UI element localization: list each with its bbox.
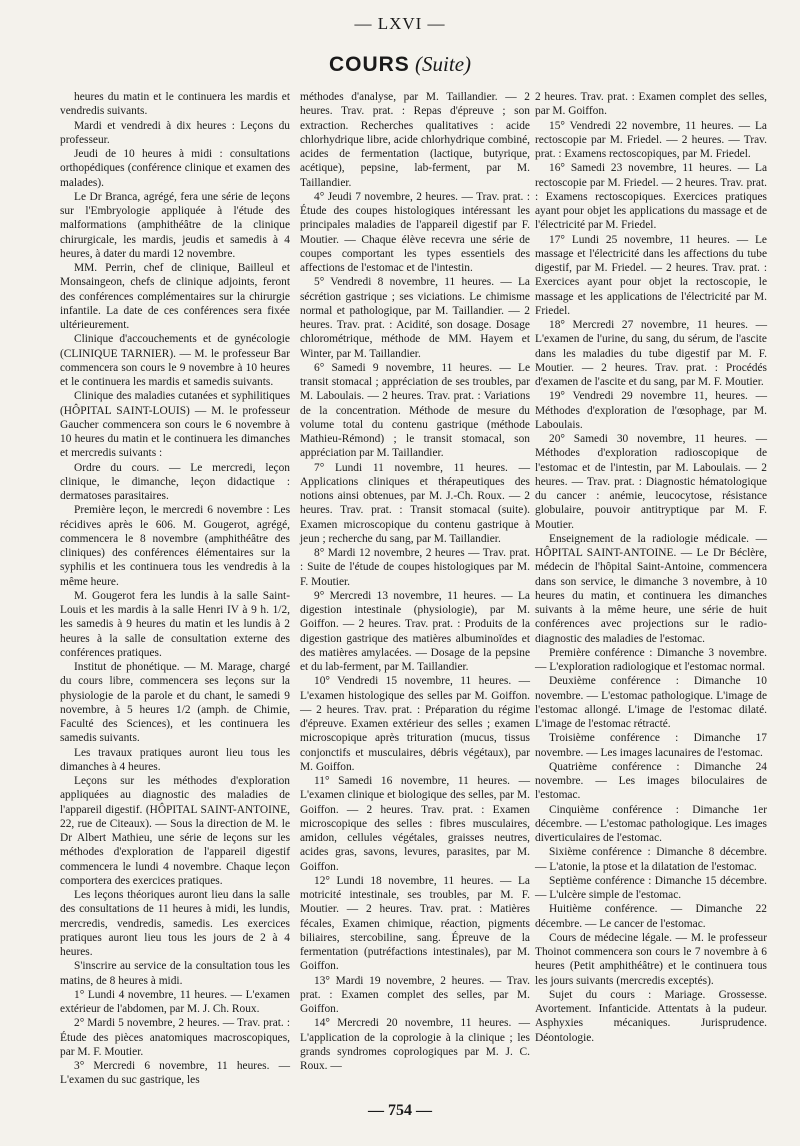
title-main: COURS [328, 53, 410, 76]
paragraph: 2 heures. Trav. prat. : Examen complet des selles, par M. Goiffon. [535, 91, 767, 118]
paragraph: Leçons sur les méthodes d'exploration appliquées au diagnostic des maladies de l'appareil digestif. (HÔPITAL SAINT-ANTOINE, 22, rue de Citeaux). — Sous la direction de M. le Dr Albert Mathieu, une série de leçons sur les méthodes d'exploration de l'appareil digestif commencera le lundi 4 novembre. Chaque leçon comportera des exercices pratiques. [60, 775, 290, 887]
paragraph: Sixième conférence : Dimanche 8 décembre. — L'atonie, la ptose et la dilatation de l'estomac. [535, 846, 767, 873]
paragraph: 19° Vendredi 29 novembre 11, heures. — Méthodes d'exploration de l'œsophage, par M. Laboulais. [535, 390, 767, 431]
paragraph: 16° Samedi 23 novembre, 11 heures. — La rectoscopie par M. Friedel. — 2 heures. Trav. prat. : Examens rectoscopiques. Exercices pratiques ayant pour objet les applications du massage et de l'électricité par M. Friedel. [535, 162, 767, 232]
paragraph: Cinquième conférence : Dimanche 1er décembre. — L'estomac pathologique. Les images diverticulaires de l'estomac. [535, 803, 767, 844]
paragraph: 20° Samedi 30 novembre, 11 heures. — Méthodes d'exploration radioscopique de l'estomac et de l'intestin, par M. Laboulais. — 2 heures. — Trav. prat. : Diagnostic hématologique du cancer : anémie, leucocytose, résistance globulaire, pouvoir antitryptique par M. F. Moutier. [535, 433, 767, 531]
page-number: — 754 — [368, 1102, 432, 1119]
paragraph: Clinique des maladies cutanées et syphilitiques (HÔPITAL SAINT-LOUIS) — M. le professeur Gaucher commencera son cours le 6 novembre à 10 heures du matin et le continuera les dimanches et mercredis suivants : [60, 390, 290, 460]
title-suffix: (Suite) [415, 52, 472, 76]
paragraph: Première conférence : Dimanche 3 novembre. — L'exploration radiologique et l'estomac normal. [535, 646, 767, 673]
paragraph: Les leçons théoriques auront lieu dans la salle des consultations de 11 heures à midi, les lundis, mercredis, vendredis, samedis. Les exercices pratiques auront lieu tous les jours de 2 à 4 heures. [60, 889, 290, 958]
paragraph: 6° Samedi 9 novembre, 11 heures. — Le transit stomacal ; appréciation de ses troubles, par M. Laboulais. — 2 heures. Trav. prat. : Variations de la concentration. Méthode de mesure du volume total du contenu gastrique (méthode Mathieu-Rémond) ; le transit stomacal, son appréciation par M. Taillandier. [300, 361, 530, 460]
paragraph: Clinique d'accouchements et de gynécologie (CLINIQUE TARNIER). — M. le professeur Bar commencera son cours le 9 novembre à 10 heures et le continuera les mardis et samedis suivants. [60, 333, 290, 388]
paragraph: méthodes d'analyse, par M. Taillandier. — 2 heures. Trav. prat. : Repas d'épreuve ; son extraction. Recherches qualitatives : acide chlorhydrique libre, acide chlorhydrique combiné, acides de fermentation (lactique, butyrique, acétique), pepsine, lab-ferment, par M. Taillandier. [300, 91, 530, 189]
paragraph: Quatrième conférence : Dimanche 24 novembre. — Les images biloculaires de l'estomac. [535, 760, 767, 802]
paragraph: M. Gougerot fera les lundis à la salle Saint-Louis et les mardis à la salle Henri IV à 9 h. 1/2, les samedis à 9 heures du matin et les lundis à 2 heures à la salle de consultation externe des conférences pratiques. [60, 589, 290, 659]
text-column-left [60, 90, 290, 1088]
paragraph: 12° Lundi 18 novembre, 11 heures. — La motricité intestinale, ses troubles, par M. F. Moutier. — 2 heures. Trav. prat. : Matières fécales, Examen chimique, réaction, pigments biliaires, stercobiline, sang. Épreuve de la fermentation (putréfactions intestinales), par M. Goiffon. [300, 874, 530, 973]
paragraph: 4° Jeudi 7 novembre, 2 heures. — Trav. prat. : Étude des coupes histologiques intéressant les principales maladies de l'appareil digestif par F. Moutier. — Chaque élève recevra une série de coupes comportant les types essentiels des affections de l'estomac et de l'intestin. [300, 190, 530, 274]
paragraph: 11° Samedi 16 novembre, 11 heures. — L'examen clinique et biologique des selles, par M. Goiffon. — 2 heures. Trav. prat. : Examen microscopique des selles : fibres musculaires, amidon, cellules végétales, graisses neutres, acides gras, savons, levures, parasites, par M. Goiffon. [300, 775, 530, 873]
paragraph: 15° Vendredi 22 novembre, 11 heures. — La rectoscopie par M. Friedel. — 2 heures. — Trav. prat. : Examens rectoscopiques, par M. Friedel. [535, 119, 767, 160]
paragraph: Septième conférence : Dimanche 15 décembre. — L'ulcère simple de l'estomac. [535, 874, 767, 901]
paragraph: heures du matin et le continuera les mardis et vendredis suivants. [60, 91, 290, 118]
paragraph: 13° Mardi 19 novembre, 2 heures. — Trav. prat. : Examen complet des selles, par M. Goiffon. [300, 974, 530, 1015]
paragraph: Le Dr Branca, agrégé, fera une série de leçons sur l'Embryologie appliquée à l'étude des malformations (amphithéâtre de la clinique chirurgicale, les mardis, jeudis et samedis à 4 heures, à dater du mardi 12 novembre. [60, 190, 290, 260]
paragraph: Deuxième conférence : Dimanche 10 novembre. — L'estomac pathologique. L'image de l'estomac allongé. L'image de l'estomac dilaté. L'image de l'estomac rétracté. [535, 675, 767, 730]
paragraph: Troisième conférence : Dimanche 17 novembre. — Les images lacunaires de l'estomac. [535, 732, 767, 759]
page-title [0, 52, 800, 77]
paragraph: Institut de phonétique. — M. Marage, chargé du cours libre, commencera ses leçons sur la physiologie de la parole et du chant, le samedi 9 novembre, à 5 heures 1/2 (amph. de Chimie, Faculté des Sciences), et les continuera les samedis suivants. [60, 661, 290, 745]
paragraph: 18° Mercredi 27 novembre, 11 heures. — L'examen de l'urine, du sang, du sérum, de l'ascite dans les maladies du tube digestif par M. F. Moutier. — 2 heures. Trav. prat. : Procédés d'examen de l'ascite et du sang, par M. F. Moutier. [535, 319, 767, 388]
paragraph: MM. Perrin, chef de clinique, Bailleul et Monsaingeon, chefs de clinique adjoints, feront des conférences complémentaires sur la chirurgie infantile. La date de ces conférences sera fixée ultérieurement. [60, 262, 290, 331]
paragraph: Cours de médecine légale. — M. le professeur Thoinot commencera son cours le 7 novembre à 6 heures (Petit amphithéâtre) et le continuera tous les jours suivants (mercredis exceptés). [535, 931, 767, 987]
paragraph: 17° Lundi 25 novembre, 11 heures. — Le massage et l'électricité dans les affections du tube digestif, par M. Friedel. — 2 heures. Trav. prat. : Exercices ayant pour objet la rectoscopie, le massage et les applications de l'électricité par M. Friedel. [535, 233, 767, 317]
paragraph: 8° Mardi 12 novembre, 2 heures — Trav. prat. : Suite de l'étude de coupes histologiques par M. F. Moutier. [300, 547, 530, 588]
paragraph: 9° Mercredi 13 novembre, 11 heures. — La digestion intestinale (physiologie), par M. Goiffon. — 2 heures. Trav. prat. : Produits de la digestion gastrique des matières albuminoïdes et des matières amylacées. — Dosage de la pepsine et du lab-ferment, par M. Taillandier. [300, 589, 530, 673]
paragraph: 1° Lundi 4 novembre, 11 heures. — L'examen extérieur de l'abdomen, par M. J. Ch. Roux. [60, 988, 290, 1015]
paragraph: S'inscrire au service de la consultation tous les matins, de 8 heures à midi. [60, 960, 290, 987]
page-roman-numeral: — LXVI — [354, 14, 446, 33]
paragraph: Première leçon, le mercredi 6 novembre : Les récidives après le 606. M. Gougerot, agrégé, commencera le 8 novembre (amphithéâtre des cliniques) des conférences élémentaires sur la syphilis et les continuera tous les vendredis à la même heure. [60, 504, 290, 588]
paragraph: Enseignement de la radiologie médicale. — HÔPITAL SAINT-ANTOINE. — Le Dr Béclère, médecin de l'hôpital Saint-Antoine, commencera dans son service, le dimanche 3 novembre, à 10 heures du matin, et continuera les dimanches suivants à la même heure, une série de huit conférences avec projections sur le radio-diagnostic des maladies de l'estomac. [535, 532, 767, 645]
paragraph: 10° Vendredi 15 novembre, 11 heures. — L'examen histologique des selles par M. Goiffon. — 2 heures. Trav. prat. : Préparation du régime d'épreuve. Examen extérieur des selles ; examen microscopique après trituration (mucus, tissus conjonctifs et musculaires, débris végétaux), par M. Goiffon. [300, 675, 530, 773]
paragraph: 7° Lundi 11 novembre, 11 heures. — Applications cliniques et thérapeutiques des notions ainsi obtenues, par M. J.-Ch. Roux. — 2 heures. Trav. prat. : Transit stomacal (suite). Examen microscopique du contenu gastrique à jeun ; recherche du sang, par M. Taillandier. [300, 461, 530, 545]
paragraph: Jeudi de 10 heures à midi : consultations orthopédiques (conférence clinique et examen des malades). [60, 148, 290, 189]
paragraph: Les travaux pratiques auront lieu tous les dimanches à 4 heures. [60, 746, 290, 773]
text-column-middle [300, 90, 530, 1073]
paragraph: Huitième conférence. — Dimanche 22 décembre. — Le cancer de l'estomac. [535, 903, 767, 930]
paragraph: Mardi et vendredi à dix heures : Leçons du professeur. [60, 119, 290, 146]
text-column-right [535, 90, 767, 1045]
paragraph: 14° Mercredi 20 novembre, 11 heures. — L'application de la coprologie à la clinique ; les grands syndromes coprologiques par M. J. C. Roux. — [300, 1017, 530, 1072]
paragraph: Sujet du cours : Mariage. Grossesse. Avortement. Infanticide. Attentats à la pudeur. Asphyxies mécaniques. Jurisprudence. Déontologie. [535, 988, 767, 1044]
paragraph: Ordre du cours. — Le mercredi, leçon clinique, le dimanche, leçon didactique : dermatoses parasitaires. [60, 461, 290, 502]
paragraph: 3° Mercredi 6 novembre, 11 heures. — L'examen du suc gastrique, les [60, 1060, 290, 1087]
paragraph: 5° Vendredi 8 novembre, 11 heures. — La sécrétion gastrique ; ses viciations. Le chimisme normal et pathologique, par M. Taillandier. — 2 heures. Trav. prat. : Acidité, son dosage. Dosage chlorométrique, méthode de MM. Hayem et Winter, par M. Taillandier. [300, 276, 530, 360]
paragraph: 2° Mardi 5 novembre, 2 heures. — Trav. prat. : Étude des pièces anatomiques macroscopiques, par M. F. Moutier. [60, 1017, 290, 1058]
